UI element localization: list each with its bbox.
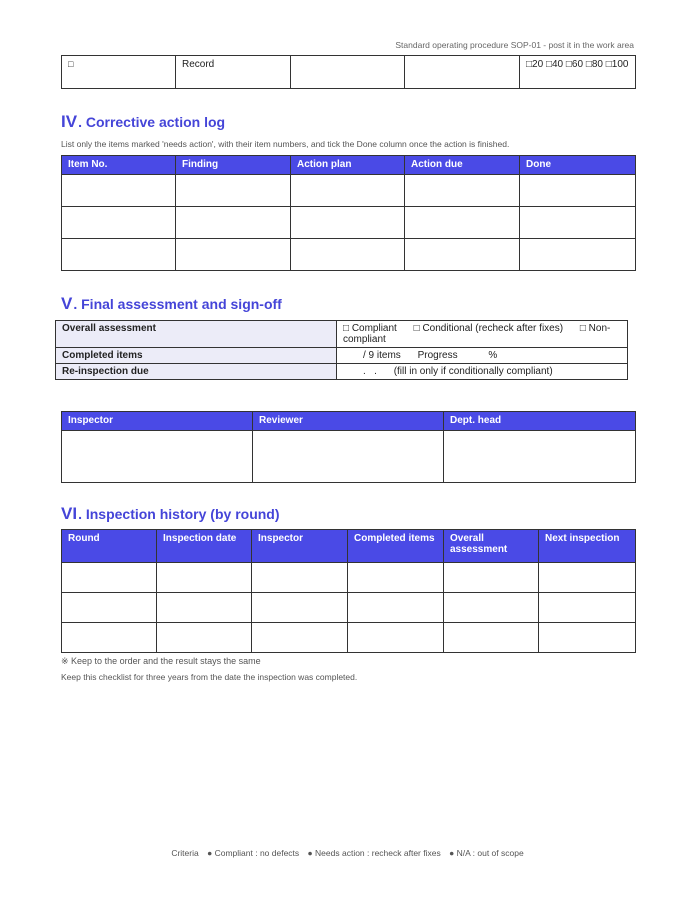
table-cell[interactable] [176,207,291,239]
row-checkbox[interactable]: □ [62,56,176,89]
table-cell[interactable] [520,239,636,271]
signature-cell-inspector[interactable] [62,431,253,483]
order-note: ※ Keep to the order and the result stays the same [61,656,261,666]
table-cell[interactable] [62,563,157,593]
table-cell[interactable] [291,175,405,207]
table-cell[interactable] [539,563,636,593]
completed-items-label: Completed items [56,348,337,364]
completed-items-count: / 9 items [363,350,401,361]
column-header: Inspection date [157,530,252,563]
table-row [62,593,636,623]
column-header: Done [520,156,636,175]
completed-items-field[interactable] [337,348,628,364]
table-cell[interactable] [405,239,520,271]
table-row [62,431,636,483]
criteria-label: Criteria [171,848,199,858]
reinspection-note: (fill in only if conditionally compliant) [393,366,553,377]
option-compliant[interactable]: □ Compliant [343,323,397,334]
section-title-history [61,504,280,524]
table-cell[interactable] [157,623,252,653]
option-conditional[interactable]: □ Conditional (recheck after fixes) [413,323,564,334]
table-header-row [62,412,636,431]
criteria-legend [0,848,695,858]
criteria-needs-action: ● Needs action : recheck after fixes [307,848,441,858]
section-title-text: . Final assessment and sign-off [73,296,282,312]
section-title-text: . Corrective action log [78,114,226,130]
table-row [62,56,636,89]
signature-cell-reviewer[interactable] [253,431,444,483]
table-cell[interactable] [176,239,291,271]
table-cell[interactable] [62,175,176,207]
section-title-text: . Inspection history (by round) [78,506,280,522]
criteria-compliant: ● Compliant : no defects [207,848,300,858]
table-cell[interactable] [291,56,405,89]
header-note: Standard operating procedure SOP-01 - post it in the work area [395,40,634,50]
column-header: Action due [405,156,520,175]
column-header: Inspector [252,530,348,563]
overall-assessment-options [337,321,628,348]
date-separators: . . [363,366,377,377]
table-cell[interactable] [405,56,520,89]
table-cell[interactable] [62,623,157,653]
column-header: Overall assessment [444,530,539,563]
column-header: Inspector [62,412,253,431]
column-header: Dept. head [444,412,636,431]
final-assessment-table [55,320,628,380]
table-cell[interactable] [444,593,539,623]
section-number: VI [61,504,78,523]
corrective-action-table [61,155,636,271]
record-label: Record [176,56,291,89]
table-cell[interactable] [157,593,252,623]
option-non-compliant[interactable]: □ Non-compliant [343,323,611,345]
table-cell[interactable] [348,593,444,623]
column-header: Item No. [62,156,176,175]
table-cell[interactable] [444,563,539,593]
column-header: Reviewer [253,412,444,431]
inspection-history-table [61,529,636,653]
table-row [56,348,628,364]
table-cell[interactable] [252,623,348,653]
checklist-row-table [61,55,636,89]
table-cell[interactable] [252,563,348,593]
percent-sign: % [488,350,498,361]
sign-off-table [61,411,636,483]
table-cell[interactable] [405,175,520,207]
column-header: Finding [176,156,291,175]
table-row [62,623,636,653]
table-cell[interactable] [520,175,636,207]
reinspection-label: Re-inspection due [56,364,337,380]
table-cell[interactable] [539,623,636,653]
section-description: List only the items marked 'needs action', with their item numbers, and tick the Done column once the action is finished. [61,139,510,149]
table-cell[interactable] [539,593,636,623]
table-row [62,563,636,593]
table-cell[interactable] [348,623,444,653]
reinspection-date-field[interactable] [337,364,628,380]
table-row [62,175,636,207]
retention-note: Keep this checklist for three years from the date the inspection was completed. [61,672,358,682]
table-cell[interactable] [157,563,252,593]
table-row [56,364,628,380]
table-cell[interactable] [176,175,291,207]
table-header-row [62,156,636,175]
percent-options[interactable]: □20 □40 □60 □80 □100 [520,56,636,89]
table-cell[interactable] [291,239,405,271]
section-title-assessment [61,294,282,314]
table-cell[interactable] [62,593,157,623]
column-header: Next inspection [539,530,636,563]
table-cell[interactable] [348,563,444,593]
section-title-corrective [61,112,225,132]
table-cell[interactable] [444,623,539,653]
signature-cell-dept-head[interactable] [444,431,636,483]
table-cell[interactable] [405,207,520,239]
table-row [56,321,628,348]
section-number: IV [61,112,78,131]
column-header: Action plan [291,156,405,175]
table-cell[interactable] [520,207,636,239]
criteria-na: ● N/A : out of scope [449,848,524,858]
column-header: Round [62,530,157,563]
table-cell[interactable] [62,207,176,239]
table-cell[interactable] [291,207,405,239]
table-cell[interactable] [62,239,176,271]
table-header-row [62,530,636,563]
column-header: Completed items [348,530,444,563]
section-number: V [61,294,73,313]
table-row [62,207,636,239]
progress-label: Progress [417,350,458,361]
table-cell[interactable] [252,593,348,623]
table-row [62,239,636,271]
overall-assessment-label: Overall assessment [56,321,337,348]
